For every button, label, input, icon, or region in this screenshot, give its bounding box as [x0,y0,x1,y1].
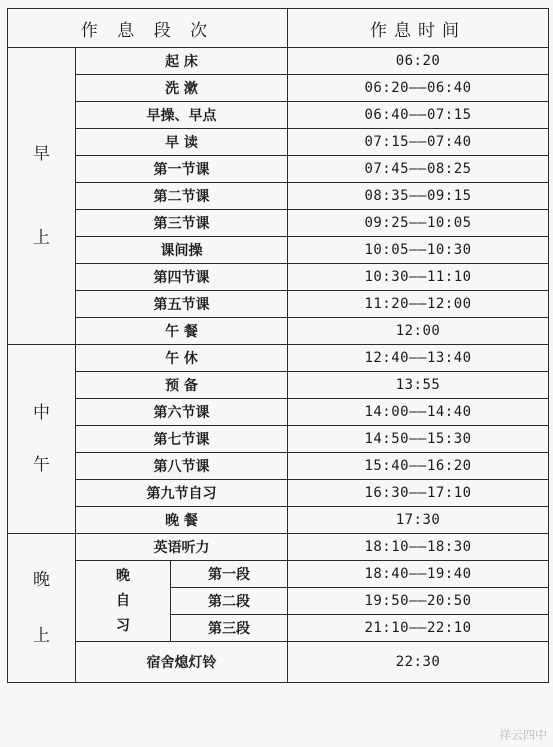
table-row [8,480,549,507]
activity-time: 11:20——12:00 [288,291,549,318]
activity-time: 21:10——22:10 [288,615,549,642]
activity-name: 早操、早点 [76,102,288,129]
table-row [8,237,549,264]
activity-time: 10:05——10:30 [288,237,549,264]
table-row [8,534,549,561]
section-label-evening: 晚 上 [8,534,76,683]
table-row [8,183,549,210]
activity-time: 06:20 [288,48,549,75]
activity-time: 09:25——10:05 [288,210,549,237]
activity-time: 17:30 [288,507,549,534]
activity-name: 第八节课 [76,453,288,480]
activity-time: 10:30——11:10 [288,264,549,291]
table-row [8,291,549,318]
activity-name: 英语听力 [76,534,288,561]
activity-name: 第三段 [171,615,288,642]
table-row [8,318,549,345]
table-row [8,453,549,480]
activity-time: 12:40——13:40 [288,345,549,372]
table-row [8,642,549,683]
activity-name: 晚 餐 [76,507,288,534]
header-time: 作息时间 [288,9,549,48]
activity-name: 第四节课 [76,264,288,291]
activity-name: 第一节课 [76,156,288,183]
table-row [8,507,549,534]
activity-name: 第九节自习 [76,480,288,507]
activity-time: 14:50——15:30 [288,426,549,453]
header-row [8,9,549,48]
activity-name: 第二段 [171,588,288,615]
schedule-sheet [7,8,548,683]
activity-name: 第二节课 [76,183,288,210]
activity-name: 午 餐 [76,318,288,345]
activity-name: 早 读 [76,129,288,156]
table-row [8,345,549,372]
activity-name: 第五节课 [76,291,288,318]
table-row [8,210,549,237]
table-row [8,264,549,291]
table-row [8,75,549,102]
activity-time: 14:00——14:40 [288,399,549,426]
activity-name: 宿舍熄灯铃 [76,642,288,683]
activity-name: 课间操 [76,237,288,264]
activity-time: 08:35——09:15 [288,183,549,210]
activity-name: 起 床 [76,48,288,75]
section-label-noon: 中 午 [8,345,76,534]
table-row [8,129,549,156]
table-row [8,561,549,588]
table-row [8,372,549,399]
activity-name: 第六节课 [76,399,288,426]
activity-time: 12:00 [288,318,549,345]
activity-time: 16:30——17:10 [288,480,549,507]
header-period: 作 息 段 次 [8,9,288,48]
activity-time: 22:30 [288,642,549,683]
table-row [8,48,549,75]
table-row [8,156,549,183]
table-row [8,399,549,426]
activity-name: 午 休 [76,345,288,372]
schedule-table [7,8,549,683]
activity-time: 18:40——19:40 [288,561,549,588]
activity-time: 07:45——08:25 [288,156,549,183]
activity-time: 06:40——07:15 [288,102,549,129]
table-row [8,102,549,129]
activity-name: 第一段 [171,561,288,588]
evening-study-label: 晚 自 习 [76,561,171,642]
watermark-text: 祥云四中 [498,728,547,742]
activity-name: 预 备 [76,372,288,399]
activity-time: 06:20——06:40 [288,75,549,102]
activity-time: 15:40——16:20 [288,453,549,480]
activity-name: 洗 漱 [76,75,288,102]
activity-time: 18:10——18:30 [288,534,549,561]
activity-time: 19:50——20:50 [288,588,549,615]
activity-name: 第三节课 [76,210,288,237]
table-row [8,426,549,453]
activity-time: 13:55 [288,372,549,399]
activity-name: 第七节课 [76,426,288,453]
section-label-morning: 早 上 [8,48,76,345]
activity-time: 07:15——07:40 [288,129,549,156]
